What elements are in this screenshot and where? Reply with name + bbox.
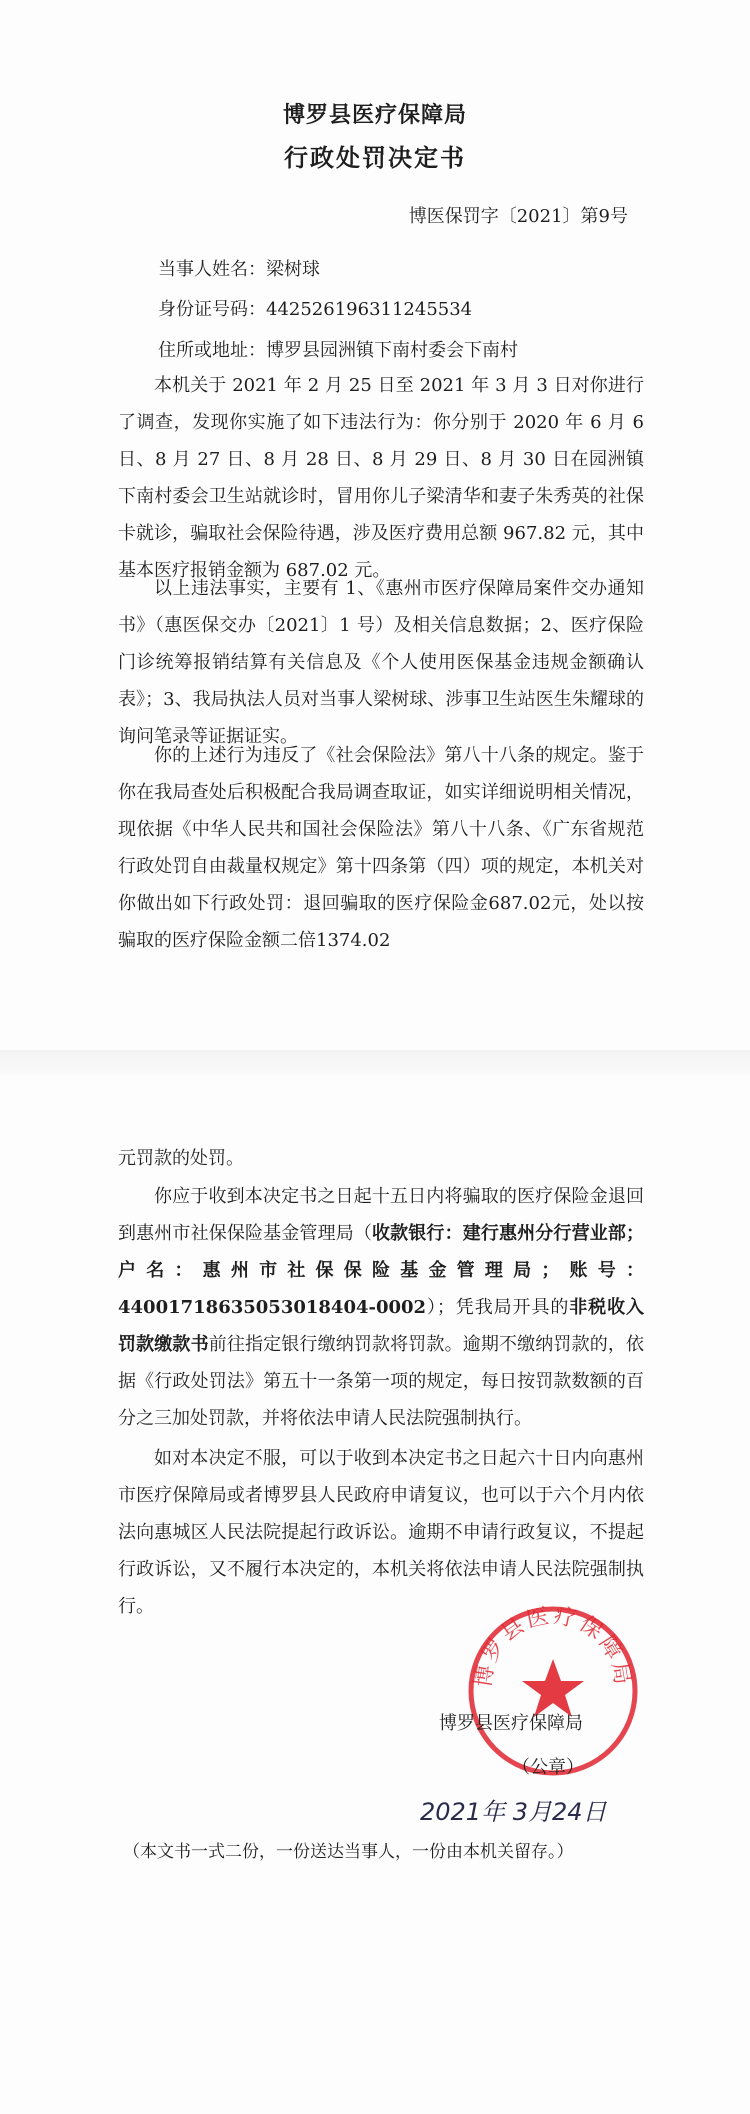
paragraph-decision-continued: 元罚款的处罚。: [118, 1148, 244, 1169]
handwritten-date: 2021年 3月24日: [420, 1798, 607, 1826]
seal-text: 博罗县医疗保障局: [471, 1603, 635, 1690]
party-name-value: 梁树球: [266, 259, 320, 280]
payment-text-f: 前往指定银行缴纳罚款将罚款。逾期不缴纳罚款的，依据《行政处罚法》第五十一条第一项的规定，每日按罚款数额的百分之三加处罚款，并将依法申请人民法院强制执行。: [118, 1334, 645, 1429]
page-gap: [0, 1050, 750, 1075]
seal-label: （公章）: [512, 1757, 584, 1778]
party-address-value: 博罗县园洲镇下南村委会下南村: [266, 340, 518, 361]
party-id-row: [158, 295, 472, 321]
paragraph-decision: 你的上述行为违反了《社会保险法》第八十八条的规定。鉴于你在我局查处后积极配合我局调查取证，如实详细说明相关情况，现依据《中华人民共和国社会保险法》第八十八条、《广东省规范行政处罚自由裁量权规定》第十四条第（四）项的规定，本机关对你做出如下行政处罚：退回骗取的医疗保险金687.02元，处以按骗取的医疗保险金额二倍1374.02: [118, 745, 644, 951]
party-name-row: [158, 255, 320, 281]
party-address-row: [158, 336, 518, 362]
payment-account-number: 44001718635053018404-0002: [118, 1297, 427, 1318]
party-name-label: 当事人姓名：: [158, 259, 266, 280]
paragraph-payment: [118, 1178, 644, 1437]
payment-bank-info: 收款银行：建行惠州分行营业部；户名：惠州市社保保险基金管理局；账号：: [118, 1223, 644, 1281]
document-title: 行政处罚决定书: [284, 143, 466, 172]
signing-agency: 博罗县医疗保障局: [439, 1713, 583, 1734]
copies-footnote: （本文书一式二份，一份送达当事人，一份由本机关留存。）: [123, 1842, 574, 1862]
paragraph-investigation: 本机关于 2021 年 2 月 25 日至 2021 年 3 月 3 日对你进行了调查，发现你实施了如下违法行为：你分别于 2020 年 6 月 6 日、8 月 27 日、8 月 28 日、8 月 29 日、8 月 30 日在园洲镇下南村委会卫生站就诊时，冒用你儿子梁清华和妻子朱秀英的社保卡就诊，骗取社会保险待遇，涉及医疗费用总额 967.82 元，其中基本医疗报销金额为 687.02 元。: [118, 375, 644, 581]
paragraph-evidence: 以上违法事实，主要有 1、《惠州市医疗保障局案件交办通知书》（惠医保交办〔2021〕1 号）及相关信息数据；2、医疗保险门诊统筹报销结算有关信息及《个人使用医保基金违规金额确认表》；3、我局执法人员对当事人梁树球、涉事卫生站医生朱耀球的询问笔录等证据证实。: [118, 578, 644, 747]
payment-notice-name: 非税收入罚款缴款书: [118, 1297, 644, 1355]
payment-text-d: ）；凭我局开具的: [426, 1297, 570, 1318]
payment-text-a: 你应于收到本决定书之日起十五日内将骗取的医疗保险金退回到惠州市社保保险基金管理局（: [118, 1186, 644, 1244]
paragraph-appeal: 如对本决定不服，可以于收到本决定书之日起六十日内向惠州市医疗保障局或者博罗县人民政府申请复议，也可以于六个月内依法向惠城区人民法院提起行政诉讼。逾期不申请行政复议，不提起行政诉讼，又不履行本决定的，本机关将依法申请人民法院强制执行。: [118, 1448, 644, 1617]
party-id-label: 身份证号码：: [158, 299, 266, 320]
document-number: 博医保罚字〔2021〕第9号: [408, 206, 628, 227]
issuing-agency: 博罗县医疗保障局: [282, 102, 467, 128]
party-address-label: 住所或地址：: [158, 340, 266, 361]
party-id-value: 442526196311245534: [266, 299, 473, 320]
